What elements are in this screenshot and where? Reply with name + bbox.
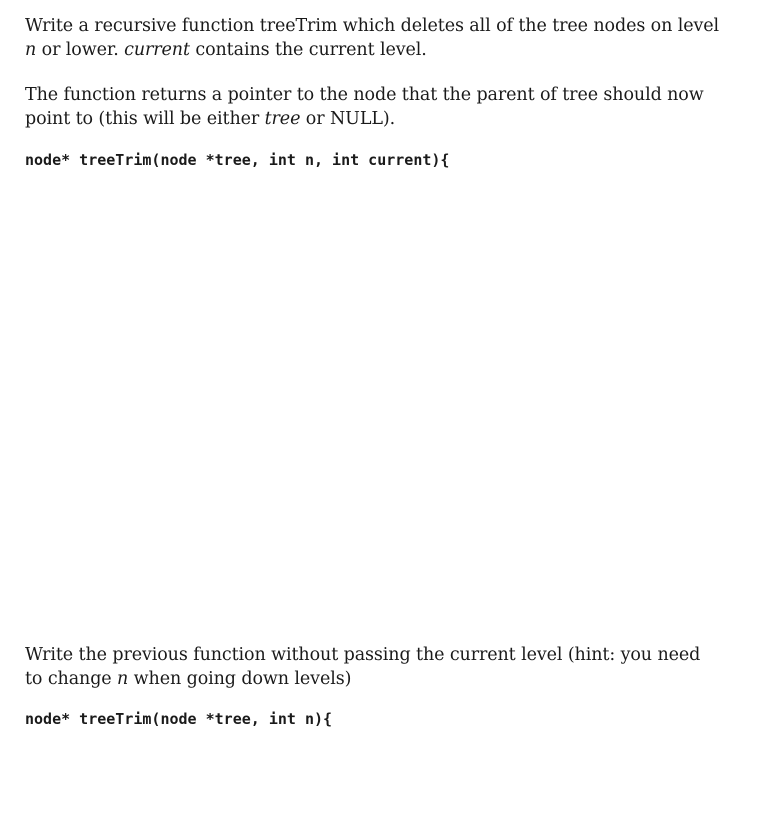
question-2-line-2-text-a: to change (25, 669, 118, 689)
return-note-line-1: The function returns a pointer to the node that the parent of tree should now (25, 85, 704, 105)
return-note-line-2-text-a: point to (this will be either (25, 109, 265, 129)
variable-current: current (124, 40, 190, 60)
return-note-line-2 (25, 107, 715, 131)
return-note-line-2-text-b: or NULL). (300, 109, 396, 129)
question-2-line-2-text-b: when going down levels) (128, 669, 352, 689)
question-1-line-2-text-b: contains the current level. (189, 40, 427, 60)
question-2-prompt (25, 643, 715, 691)
question-1-line-1: Write a recursive function treeTrim which deletes all of the tree nodes on level (25, 16, 720, 36)
question-1-return-note (25, 83, 715, 131)
question-2-line-1: Write the previous function without passing the current level (hint: you need (25, 645, 701, 665)
question-1-line-2-text-a: or lower. (36, 40, 125, 60)
variable-n: n (25, 40, 37, 60)
variable-n: n (117, 669, 129, 689)
question-1-line-2 (25, 38, 715, 62)
question-1-function-signature: node* treeTrim(node *tree, int n, int current){ (25, 151, 450, 169)
question-2-function-signature: node* treeTrim(node *tree, int n){ (25, 710, 333, 728)
question-1-prompt (25, 14, 720, 62)
question-2-line-2 (25, 667, 715, 691)
variable-tree: tree (264, 109, 301, 129)
